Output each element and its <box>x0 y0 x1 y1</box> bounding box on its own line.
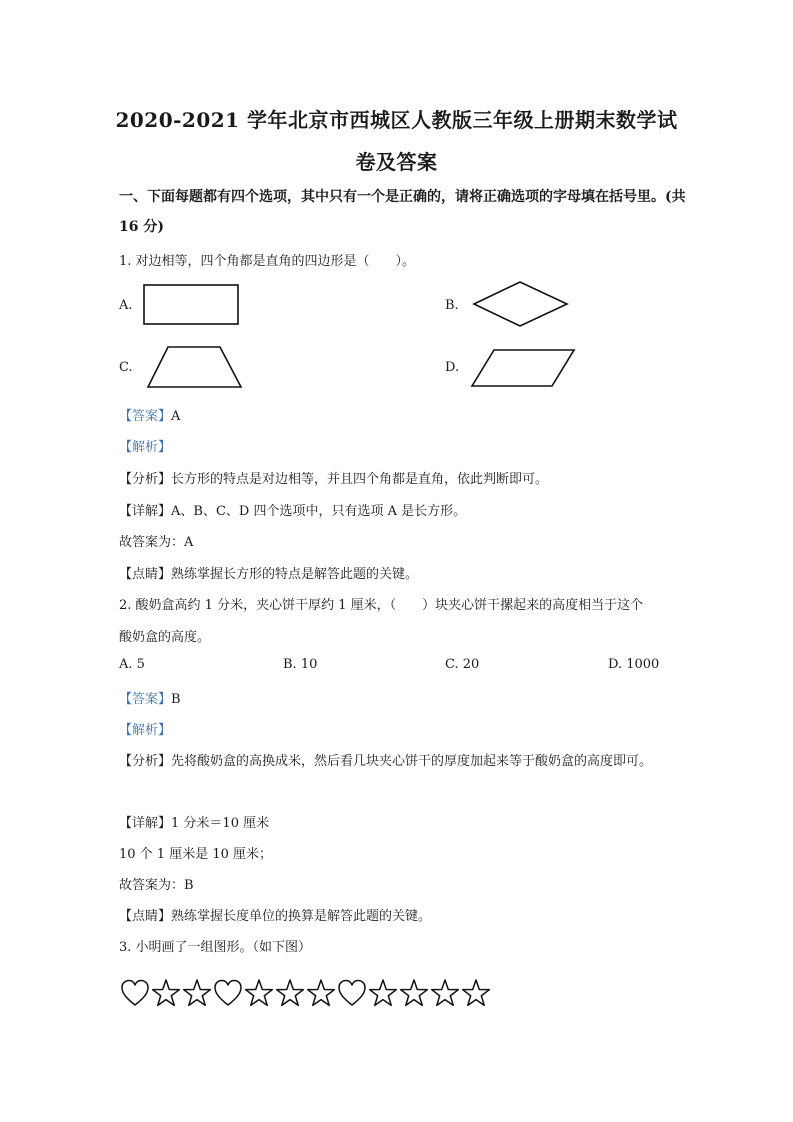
dianjing-tag: 【点睛】 <box>119 909 172 924</box>
q1-xiangjie <box>119 500 466 519</box>
q1-option-d-label: D. <box>445 360 460 375</box>
q1-dianjing <box>119 563 418 582</box>
xiangjie-text: A、B、C、D 四个选项中，只有选项 A 是长方形。 <box>171 504 467 519</box>
q1-stem: 1. 对边相等，四个角都是直角的四边形是（ ）。 <box>119 254 416 269</box>
q2-option-a: A. 5 <box>119 657 145 672</box>
document-title-line2: 卷及答案 <box>355 150 438 174</box>
xiangjie-text: 1 分米＝10 厘米 <box>171 816 270 831</box>
rectangle-shape <box>143 284 239 326</box>
fenxi-text: 长方形的特点是对边相等，并且四个角都是直角，依此判断即可。 <box>171 472 549 487</box>
q2-analysis-tag: 【解析】 <box>119 723 172 738</box>
heart-icon <box>120 978 150 1008</box>
q1-option-c-label: C. <box>119 360 133 375</box>
heart-icon <box>213 978 243 1008</box>
q2-dianjing <box>119 905 431 924</box>
shape-sequence <box>120 978 510 1010</box>
rhombus-shape <box>473 280 569 328</box>
answer-value: B <box>171 692 181 707</box>
q2-option-d: D. 1000 <box>608 657 660 672</box>
q3-stem: 3. 小明画了一组图形。（如下图） <box>119 940 312 955</box>
star-icon <box>275 978 305 1008</box>
q2-step2: 10 个 1 厘米是 10 厘米； <box>119 847 273 862</box>
answer-tag: 【答案】 <box>119 409 172 424</box>
star-icon <box>368 978 398 1008</box>
answer-value: A <box>171 409 181 424</box>
xiangjie-tag: 【详解】 <box>119 816 172 831</box>
star-icon <box>151 978 181 1008</box>
fenxi-text: 先将酸奶盒的高换成米，然后看几块夹心饼干的厚度加起来等于酸奶盒的高度即可。 <box>171 754 653 769</box>
q2-stem-line1: 2. 酸奶盒高约 1 分米，夹心饼干厚约 1 厘米，（ ）块夹心饼干摞起来的高度相当于这个 <box>119 598 644 613</box>
q2-conclusion: 故答案为：B <box>119 878 194 893</box>
dianjing-tag: 【点睛】 <box>119 567 172 582</box>
q2-fenxi <box>119 750 652 769</box>
q2-option-c: C. 20 <box>445 657 480 672</box>
q2-xiangjie <box>119 812 269 831</box>
q2-answer <box>119 688 181 707</box>
star-icon <box>461 978 491 1008</box>
q2-stem-line2: 酸奶盒的高度。 <box>119 630 211 645</box>
parallelogram-shape <box>470 348 576 388</box>
section-heading-line2: 16 分) <box>119 219 164 235</box>
q1-answer <box>119 405 180 424</box>
dianjing-text: 熟练掌握长度单位的换算是解答此题的关键。 <box>171 909 432 924</box>
star-icon <box>306 978 336 1008</box>
q2-option-b: B. 10 <box>283 657 318 672</box>
document-title-line1: 2020-2021 学年北京市西城区人教版三年级上册期末数学试 <box>115 108 678 132</box>
star-icon <box>182 978 212 1008</box>
trapezoid-shape <box>146 345 244 389</box>
q1-conclusion: 故答案为：A <box>119 535 194 550</box>
star-icon <box>399 978 429 1008</box>
fenxi-tag: 【分析】 <box>119 754 172 769</box>
heart-icon <box>337 978 367 1008</box>
answer-tag: 【答案】 <box>119 692 172 707</box>
star-icon <box>244 978 274 1008</box>
star-icon <box>430 978 460 1008</box>
q1-fenxi <box>119 468 548 487</box>
fenxi-tag: 【分析】 <box>119 472 172 487</box>
dianjing-text: 熟练掌握长方形的特点是解答此题的关键。 <box>171 567 419 582</box>
q1-analysis-tag: 【解析】 <box>119 440 172 455</box>
section-heading-line1: 一、下面每题都有四个选项，其中只有一个是正确的，请将正确选项的字母填在括号里。(共 <box>119 189 686 205</box>
xiangjie-tag: 【详解】 <box>119 504 172 519</box>
q1-option-a-label: A. <box>119 298 133 313</box>
q1-option-b-label: B. <box>445 298 459 313</box>
